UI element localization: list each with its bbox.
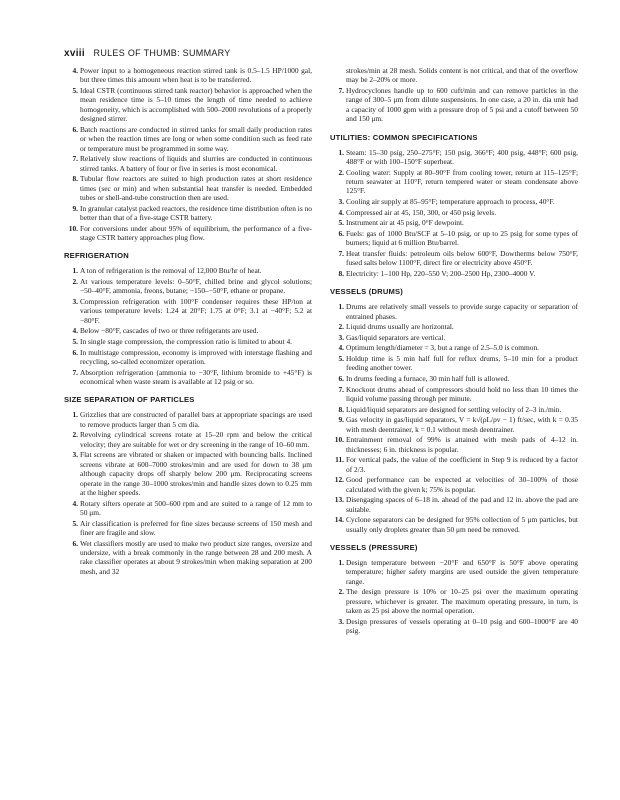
list-item: [330, 302, 578, 321]
item-number: 9.: [338, 415, 344, 425]
item-text: At various temperature levels: 0–50°F, chilled brine and glycol solutions; −50–40°F, ammonia, freons, butane; −150–−50°F, ethane or propane.: [80, 277, 312, 296]
item-text: Rotary sifters operate at 500–600 rpm and are suited to a range of 12 mm to 50 μm.: [80, 498, 312, 518]
list-item: [64, 348, 312, 367]
item-number: 1.: [338, 558, 344, 567]
item-text: Power input to a homogeneous reaction stirred tank is 0.5–1.5 HP/1000 gal, but three times this amount when heat is to be transferred.: [80, 66, 312, 85]
item-text: Hydrocyclones handle up to 600 cuft/min and can remove particles in the range of 300–5 μm from dilute suspensions. In one case, a 20 in. dia unit had a capacity of 1000 gpm with a pressure drop of 5 psi and a cutoff between 50 and 150 μm.: [346, 86, 578, 124]
item-number: 2.: [72, 430, 78, 440]
item-text: Air classification is preferred for fine sizes because screens of 150 mesh and finer are fragile and slow.: [80, 518, 312, 538]
list-item: [64, 368, 312, 387]
item-number: 6.: [338, 228, 344, 238]
item-text: Wet classifiers mostly are used to make two product size ranges, oversize and undersize, with a break commonly in the range between 28 and 200 mesh. A rake classifier operates at about 9 strokes/min when making separation at 200 mesh, and 32: [80, 538, 312, 576]
list-item: [330, 415, 578, 434]
section-heading-size-separation: SIZE SEPARATION OF PARTICLES: [64, 395, 195, 405]
running-header: [64, 48, 231, 59]
section-heading-utilities: UTILITIES: COMMON SPECIFICATIONS: [330, 132, 478, 142]
item-number: 2.: [338, 587, 344, 597]
item-number: 5.: [72, 337, 78, 347]
item-number: 4.: [72, 326, 78, 336]
item-number: 5.: [338, 354, 344, 363]
item-text: strokes/min at 28 mesh. Solids content is not critical, and that of the overflow may be 2–20% or more.: [346, 66, 578, 85]
item-text: Design pressures of vessels operating at 0–10 psig and 600–1000°F are 40 psig.: [346, 616, 578, 636]
size-separation-items: [64, 410, 312, 576]
list-item: [330, 229, 578, 248]
item-number: 5.: [72, 86, 78, 95]
item-number: 11.: [335, 455, 344, 465]
item-text: Drums are relatively small vessels to provide surge capacity or separation of entrained phases.: [346, 302, 578, 321]
right-column: [330, 66, 578, 637]
item-number: 10.: [334, 435, 344, 445]
item-text: Cooling water: Supply at 80–90°F from cooling tower, return at 115–125°F; return seawater at 110°F, return tempered water or steam condensate above 125°F.: [346, 167, 578, 196]
item-number: 3.: [338, 616, 344, 626]
item-number: 13.: [334, 495, 344, 505]
list-item: [330, 208, 578, 217]
item-text: Absorption refrigeration (ammonia to −30°F, lithium bromide to +45°F) is economical when waste steam is available at 12 psig or so.: [80, 367, 312, 387]
item-text: Relatively slow reactions of liquids and slurries are conducted in continuous stirred tanks. A battery of four or five in series is most economical.: [80, 154, 312, 173]
item-text: Liquid drums usually are horizontal.: [346, 322, 454, 332]
item-text: Electricity: 1–100 Hp, 220–550 V; 200–2500 Hp, 2300–4000 V.: [346, 268, 536, 278]
list-item: [330, 86, 578, 124]
item-number: 3.: [72, 450, 78, 460]
item-text: For vertical pads, the value of the coefficient in Step 9 is reduced by a factor of 2/3.: [346, 455, 578, 474]
item-text: Gas/liquid separators are vertical.: [346, 332, 446, 342]
item-number: 1.: [72, 266, 78, 276]
vessels-pressure-items: [330, 558, 578, 636]
item-text: Cyclone separators can be designed for 95% collection of 5 μm particles, but usually only droplets greater than 50 μm need be removed.: [346, 515, 578, 534]
item-number: 5.: [72, 518, 78, 528]
item-number: 7.: [72, 367, 78, 377]
item-text: Heat transfer fluids: petroleum oils below 600°F, Dowtherms below 750°F, fused salts below 1100°F, direct fire or electricity above 450°F.: [346, 248, 578, 268]
item-text: For conversions under about 95% of equilibrium, the performance of a five-stage CSTR battery approaches plug flow.: [80, 223, 312, 243]
item-number: 3.: [338, 332, 344, 342]
section-heading-vessels-drums: VESSELS (DRUMS): [330, 287, 404, 297]
reactor-items: [64, 66, 312, 242]
list-item: [64, 125, 312, 153]
item-number: 2.: [338, 322, 344, 332]
item-text: Flat screens are vibrated or shaken or impacted with bouncing balls. Inclined screens vibrate at 600–7000 strokes/min and are used for down to 38 μm although capacity drops off sharply below 200 μm. Reciprocating screens operate in the range 30–1000 strokes/min and handle sizes down to 0.25 mm at the higher speeds.: [80, 450, 312, 498]
list-item: [64, 539, 312, 577]
list-item: [330, 495, 578, 514]
item-number: 14.: [334, 515, 344, 525]
item-number: 6.: [72, 538, 78, 548]
list-item: [330, 405, 578, 414]
item-text: Steam: 15–30 psig, 250–275°F; 150 psig, 366°F; 400 psig, 448°F; 600 psig, 488°F or with 100–150°F superheat.: [346, 147, 578, 167]
item-text: In drums feeding a furnace, 30 min half full is allowed.: [346, 374, 510, 383]
item-text: In multistage compression, economy is improved with interstage flashing and recycling, so-called economizer operation.: [80, 347, 312, 367]
list-item: [330, 322, 578, 331]
item-text: Liquid/liquid separators are designed for settling velocity of 2–3 in./min.: [346, 404, 562, 414]
refrigeration-items: [64, 266, 312, 386]
item-text: Compressed air at 45, 150, 300, or 450 psig levels.: [346, 207, 497, 217]
item-text: Tubular flow reactors are suited to high production rates at short residence times (sec or min) and when substantial heat transfer is needed. Embedded tubes or shell-and-tube construction then are used.: [80, 174, 312, 203]
list-item: [330, 343, 578, 352]
item-text: Instrument air at 45 psig, 0°F dewpoint.: [346, 218, 464, 228]
item-number: 8.: [72, 174, 78, 184]
item-number: 8.: [338, 404, 344, 414]
item-number: 4.: [338, 207, 344, 217]
item-number: 6.: [338, 374, 344, 383]
item-number: 10.: [68, 223, 78, 233]
list-item: [330, 617, 578, 636]
list-item: [64, 266, 312, 275]
list-item: [64, 337, 312, 346]
list-item: [64, 204, 312, 223]
item-text: Good performance can be expected at velocities of 30–100% of those calculated with the given k; 75% is popular.: [346, 475, 578, 494]
item-text: Gas velocity in gas/liquid separators, V = k√(ρL/ρv − 1) ft/sec, with k = 0.35 with mesh deentrainer, k = 0.1 without mesh deentrainer.: [346, 415, 578, 434]
item-text: Grizzlies that are constructed of parallel bars at appropriate spacings are used to remove products larger than 5 cm dia.: [80, 410, 312, 429]
list-item: [64, 277, 312, 296]
item-number: 5.: [338, 218, 344, 228]
left-column: [64, 66, 312, 577]
item-number: 6.: [72, 347, 78, 357]
item-number: 12.: [334, 475, 344, 485]
item-number: 7.: [338, 384, 344, 394]
list-item: [64, 430, 312, 449]
item-number: 7.: [338, 86, 344, 95]
item-text: Compression refrigeration with 100°F condenser requires these HP/ton at various temperature levels: 1.24 at 20°F; 1.75 at 0°F; 3.1 at −40°F; 5.2 at −80°F.: [80, 297, 312, 325]
list-item: [64, 154, 312, 173]
list-item: [64, 450, 312, 497]
item-number: 8.: [338, 268, 344, 278]
list-item: [64, 410, 312, 429]
list-item: [330, 374, 578, 383]
item-text: Entrainment removal of 99% is attained with mesh pads of 4–12 in. thicknesses; 6 in. thickness is popular.: [346, 435, 578, 454]
item-number: 2.: [338, 167, 344, 177]
list-item: [330, 558, 578, 586]
list-item: [330, 587, 578, 615]
section-heading-refrigeration: REFRIGERATION: [64, 251, 129, 261]
item-text: Design temperature between −20°F and 650°F is 50°F above operating temperature; higher safety margins are used outside the given temperature range.: [346, 558, 578, 586]
item-number: 3.: [72, 297, 78, 307]
item-text: Disengaging spaces of 6–18 in. ahead of the pad and 12 in. above the pad are suitable.: [346, 495, 578, 514]
item-text: Fuels: gas of 1000 Btu/SCF at 5–10 psig, or up to 25 psig for some types of burners; liquid at 6 million Btu/barrel.: [346, 228, 578, 248]
item-text: Holdup time is 5 min half full for reflux drums, 5–10 min for a product feeding another tower.: [346, 354, 578, 373]
list-item: [330, 435, 578, 454]
list-item: [330, 148, 578, 167]
item-number: 2.: [72, 277, 78, 287]
continuation-items: [330, 66, 578, 124]
list-item: [330, 354, 578, 373]
list-item: [330, 66, 578, 85]
item-text: In single stage compression, the compression ratio is limited to about 4.: [80, 337, 293, 347]
vessels-drums-items: [330, 302, 578, 534]
item-text: Optimum length/diameter = 3, but a range of 2.5–5.0 is common.: [346, 343, 540, 353]
item-text: Below −80°F, cascades of two or three refrigerants are used.: [80, 326, 259, 336]
list-item: [64, 499, 312, 518]
item-text: In granular catalyst packed reactors, the residence time distribution often is no better than that of a five-stage CSTR battery.: [80, 203, 312, 223]
item-text: Batch reactions are conducted in stirred tanks for small daily production rates or when the reaction times are long or when some condition such as feed rate or temperature must be programmed in some way.: [80, 124, 312, 153]
item-text: Knockout drums ahead of compressors should hold no less than 10 times the liquid volume passing through per minute.: [346, 384, 578, 403]
item-number: 6.: [72, 124, 78, 134]
running-title: RULES OF THUMB: SUMMARY: [93, 48, 231, 58]
list-item: [64, 297, 312, 325]
item-number: 4.: [72, 498, 78, 508]
item-number: 4.: [338, 343, 344, 353]
list-item: [330, 197, 578, 206]
list-item: [64, 224, 312, 243]
list-item: [64, 326, 312, 335]
item-text: The design pressure is 10% or 10–25 psi over the maximum operating pressure, whichever is greater. The maximum operating pressure, in turn, is taken as 25 psi above the normal operation.: [346, 587, 578, 616]
item-text: Cooling air supply at 85–95°F; temperature approach to process, 40°F.: [346, 197, 555, 207]
item-number: 3.: [338, 197, 344, 207]
item-number: 1.: [338, 302, 344, 312]
list-item: [64, 66, 312, 85]
item-number: 7.: [338, 248, 344, 258]
item-number: 4.: [72, 66, 78, 75]
page-number: xviii: [64, 48, 85, 59]
list-item: [330, 218, 578, 227]
item-text: A ton of refrigeration is the removal of 12,000 Btu/hr of heat.: [80, 266, 262, 276]
section-heading-vessels-pressure: VESSELS (PRESSURE): [330, 543, 418, 552]
item-number: 7.: [72, 154, 78, 164]
list-item: [330, 515, 578, 534]
list-item: [64, 519, 312, 538]
list-item: [330, 385, 578, 404]
list-item: [330, 475, 578, 494]
item-number: 1.: [72, 410, 78, 420]
list-item: [330, 269, 578, 278]
item-text: Revolving cylindrical screens rotate at 15–20 rpm and below the critical velocity; they are suitable for wet or dry screening in the range of 10–60 mm.: [80, 430, 312, 449]
list-item: [330, 249, 578, 268]
item-number: 9.: [72, 203, 78, 213]
list-item: [330, 168, 578, 196]
list-item: [330, 333, 578, 342]
list-item: [64, 174, 312, 202]
item-text: Ideal CSTR (continuous stirred tank reactor) behavior is approached when the mean residence time is 5–10 times the length of time needed to achieve homogeneity, which is accomplished with 500–2000 revolutions of a properly designed stirrer.: [80, 86, 312, 124]
list-item: [64, 86, 312, 124]
list-item: [330, 455, 578, 474]
utilities-items: [330, 148, 578, 279]
item-number: 1.: [338, 147, 344, 157]
